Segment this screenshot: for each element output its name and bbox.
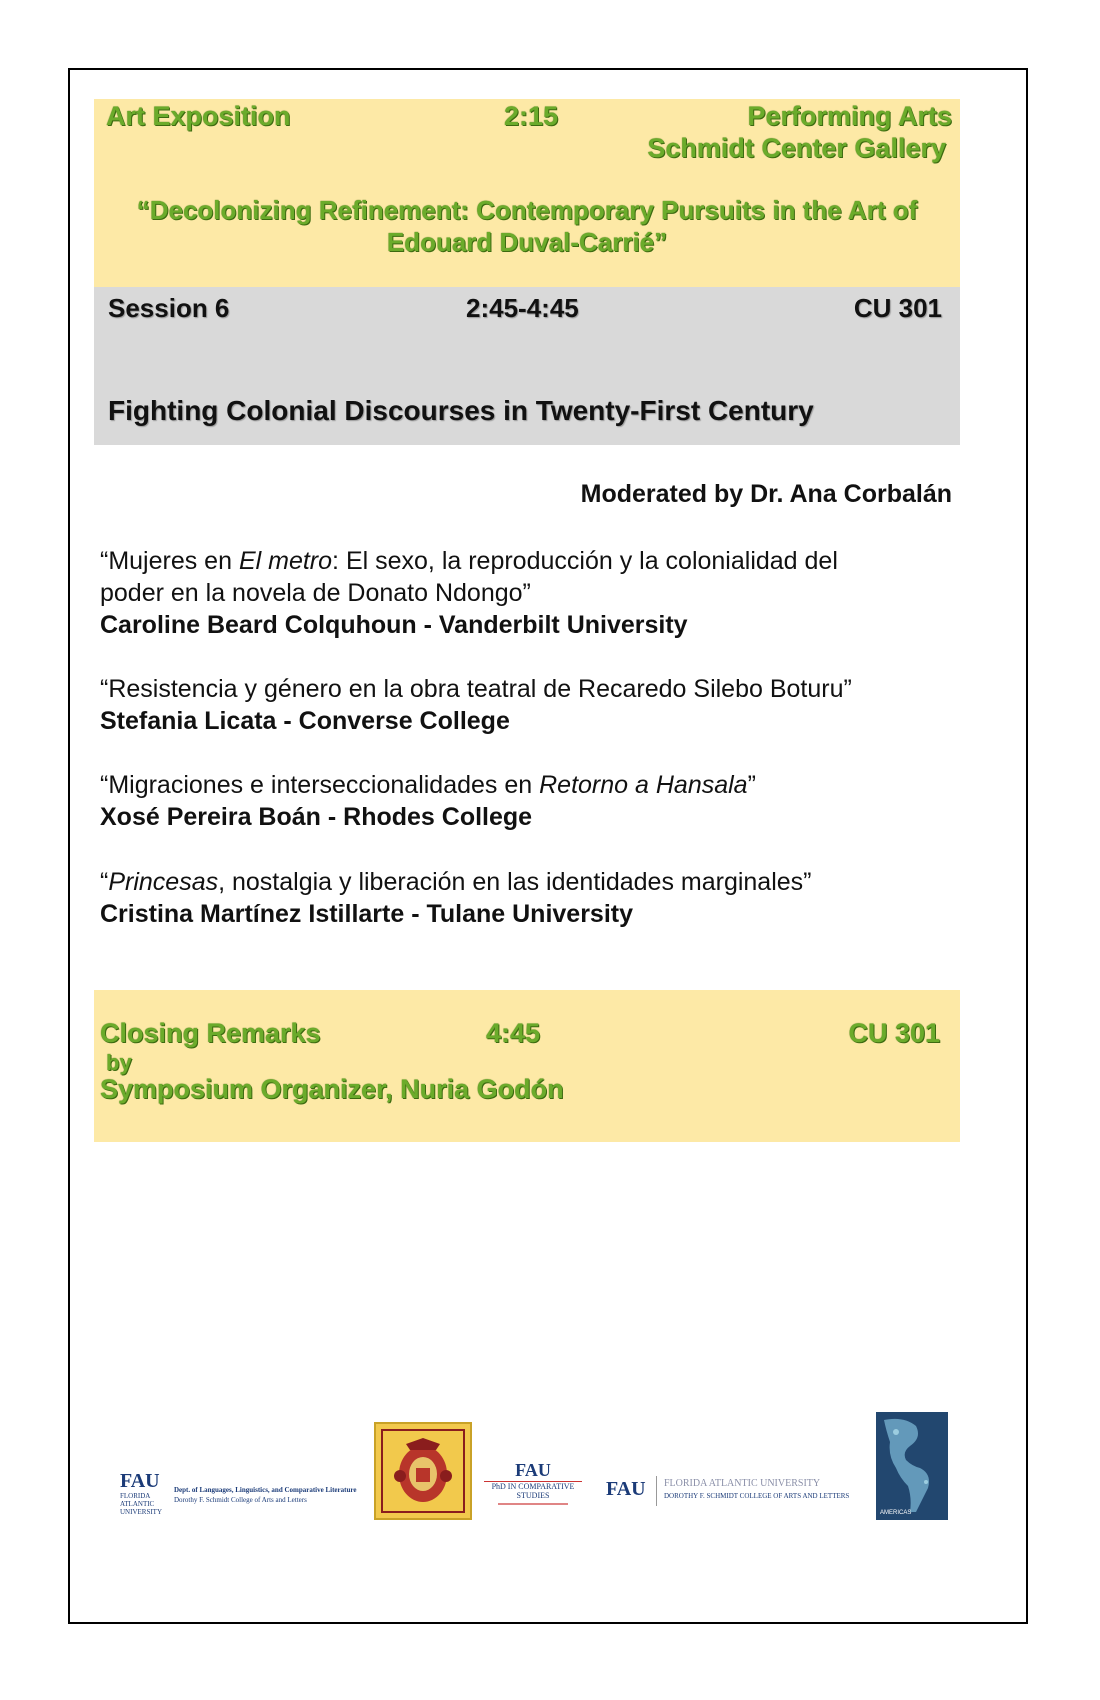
fau-college-name: Dorothy F. Schmidt College of Arts and Letters [174, 1496, 307, 1504]
paper-4-author: Cristina Martínez Istillarte - Tulane University [100, 900, 634, 928]
session-room: CU 301 [853, 293, 942, 323]
fau-dept-name: Dept. of Languages, Linguistics, and Comparative Literature [174, 1486, 357, 1494]
fau-college-line2: DOROTHY F. SCHMIDT COLLEGE OF ARTS AND LETTERS [664, 1492, 850, 1500]
paper-3-title-italic: Retorno a Hansala [539, 771, 748, 799]
art-exposition-time: 2:15 [504, 101, 559, 131]
art-exposition-band [94, 99, 960, 287]
paper-2-title: “Resistencia y género en la obra teatral de Recaredo Silebo Boturu” [100, 675, 852, 703]
americas-map-icon [876, 1412, 948, 1520]
session-time: 2:45-4:45 [466, 293, 579, 323]
paper-3-author: Xosé Pereira Boán - Rhodes College [100, 803, 533, 831]
paper-4-title-italic: Princesas [108, 868, 219, 896]
coat-of-arms-logo [374, 1422, 472, 1520]
fau-college-logo [606, 1476, 876, 1516]
fau-name: FLORIDA ATLANTIC UNIVERSITY [120, 1492, 162, 1516]
phd-line1: PhD IN COMPARATIVE [484, 1481, 582, 1491]
session-label: Session 6 [108, 293, 230, 323]
paper-1 [100, 545, 960, 641]
closing-label: Closing Remarks [100, 1018, 321, 1048]
art-exposition-title-line1: “Decolonizing Refinement: Contemporary Pursuits in the Art of [136, 195, 918, 225]
fau-phd-logo [478, 1460, 588, 1526]
paper-3-title-pre: “Migraciones e interseccionalidades en [100, 771, 540, 799]
paper-2-author: Stefania Licata - Converse College [100, 707, 510, 735]
paper-3-title-post: ” [747, 771, 756, 799]
closing-time: 4:45 [486, 1018, 541, 1048]
college-divider [656, 1476, 657, 1506]
americas-map-logo [876, 1412, 948, 1520]
fau-college-mark-icon: FAU [606, 1478, 646, 1500]
paper-4 [100, 866, 960, 930]
coat-of-arms-icon [376, 1424, 470, 1518]
closing-organizer: Symposium Organizer, Nuria Godón [100, 1074, 564, 1104]
paper-1-author: Caroline Beard Colquhoun - Vanderbilt University [100, 611, 688, 639]
paper-4-title-pre: “ [100, 868, 109, 896]
fau-mark-icon: FAU [120, 1470, 160, 1492]
paper-1-title-line2: poder en la novela de Donato Ndongo” [100, 579, 531, 607]
art-exposition-venue-line2: Schmidt Center Gallery [647, 133, 946, 163]
phd-divider [498, 1503, 568, 1505]
session-band [94, 287, 960, 445]
moderator: Moderated by Dr. Ana Corbalán [580, 480, 952, 508]
phd-line2: STUDIES [516, 1491, 550, 1500]
closing-band [94, 990, 960, 1142]
session-title: Fighting Colonial Discourses in Twenty-First Century [108, 395, 814, 426]
art-exposition-venue-line1: Performing Arts [747, 101, 952, 131]
fau-college-line1: FLORIDA ATLANTIC UNIVERSITY [664, 1478, 821, 1489]
closing-by: by [106, 1050, 132, 1075]
paper-2 [100, 673, 960, 737]
fau-dept-logo [118, 1470, 378, 1522]
closing-room: CU 301 [848, 1018, 940, 1048]
fau-phd-mark-icon: FAU [515, 1460, 551, 1480]
paper-3 [100, 769, 960, 833]
paper-4-title-post: , nostalgia y liberación en las identidades marginales” [218, 868, 812, 896]
paper-1-title-post: : El sexo, la reproducción y la colonialidad del [332, 547, 838, 575]
art-exposition-label: Art Exposition [106, 101, 291, 131]
paper-1-title-italic: El metro [238, 547, 333, 575]
paper-1-title-pre: “Mujeres en [100, 547, 239, 575]
art-exposition-title-line2: Edouard Duval-Carrié” [386, 227, 668, 257]
americas-caption: AMERICAS [880, 1510, 912, 1516]
